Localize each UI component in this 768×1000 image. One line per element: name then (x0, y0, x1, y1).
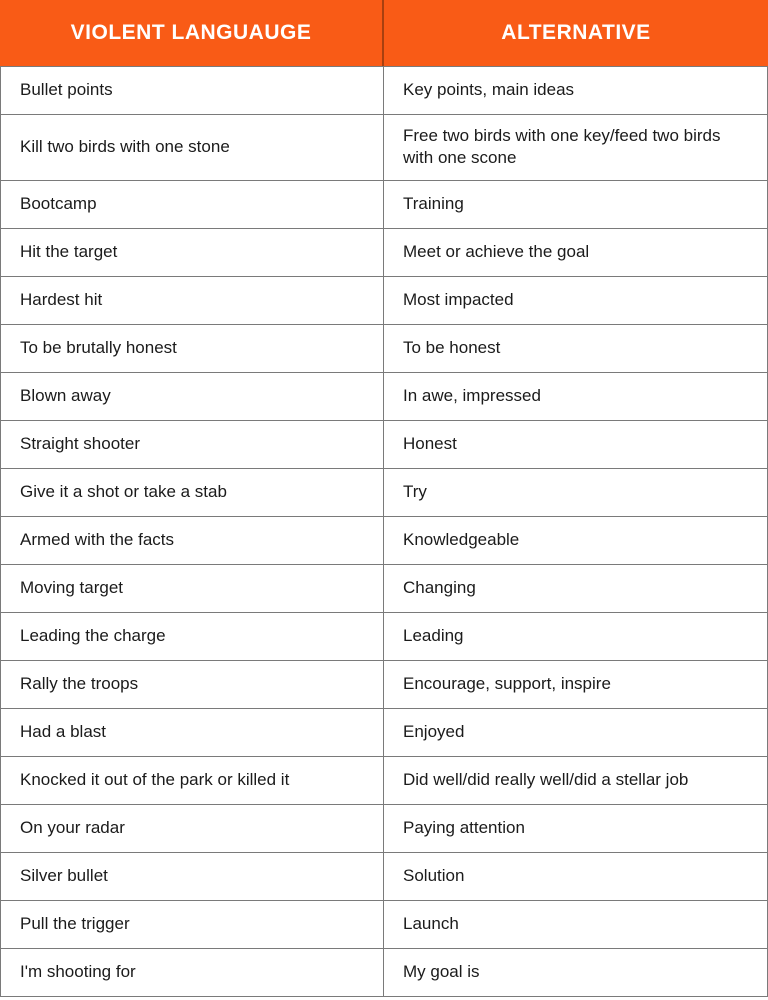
alternative-phrase-text: Honest (403, 434, 457, 454)
violent-phrase-cell (1, 277, 384, 324)
alternative-phrase-cell (384, 613, 767, 660)
alternative-phrase-cell (384, 469, 767, 516)
violent-phrase-cell (1, 805, 384, 852)
table-row (1, 469, 767, 517)
column-header-violent-language: VIOLENT LANGUAUGE (0, 0, 384, 66)
alternative-phrase-text: Launch (403, 914, 459, 934)
alternative-phrase-text: Encourage, support, inspire (403, 674, 611, 694)
violent-phrase-cell (1, 67, 384, 114)
alternative-phrase-cell (384, 277, 767, 324)
table-row (1, 949, 767, 997)
alternative-phrase-text: Try (403, 482, 427, 502)
violent-phrase-text: To be brutally honest (20, 338, 177, 358)
alternative-phrase-cell (384, 949, 767, 996)
alternative-phrase-text: Free two birds with one key/feed two birds with one scone (403, 126, 721, 168)
alternative-phrase-cell (384, 853, 767, 900)
table-row (1, 325, 767, 373)
violent-phrase-text: Give it a shot or take a stab (20, 482, 227, 502)
table-row (1, 67, 767, 115)
alternative-phrase-text: Changing (403, 578, 476, 598)
violent-phrase-cell (1, 517, 384, 564)
alternative-phrase-text: Training (403, 194, 464, 214)
violent-phrase-cell (1, 115, 384, 180)
alternative-phrase-cell (384, 115, 767, 180)
table-row (1, 277, 767, 325)
alternative-phrase-cell (384, 565, 767, 612)
alternative-phrase-cell (384, 709, 767, 756)
violent-phrase-text: Armed with the facts (20, 530, 175, 550)
alternative-phrase-text: To be honest (403, 338, 501, 358)
violent-phrase-text: Kill two birds with one stone (20, 137, 230, 157)
table-row (1, 661, 767, 709)
violent-phrase-cell (1, 421, 384, 468)
table-row (1, 115, 767, 181)
alternative-phrase-text: In awe, impressed (403, 386, 541, 406)
violent-phrase-cell (1, 229, 384, 276)
column-header-alternative: ALTERNATIVE (501, 21, 651, 44)
alternative-phrase-cell (384, 229, 767, 276)
violent-phrase-text: Moving target (20, 578, 123, 598)
violent-phrase-cell (1, 613, 384, 660)
table-row (1, 565, 767, 613)
table-body (0, 67, 768, 997)
violent-phrase-text: Bootcamp (20, 194, 97, 214)
violent-phrase-cell (1, 565, 384, 612)
table-row (1, 757, 767, 805)
table-row (1, 805, 767, 853)
alternative-phrase-cell (384, 373, 767, 420)
violent-phrase-text: Straight shooter (20, 434, 141, 454)
table-row (1, 373, 767, 421)
alternative-phrase-text: My goal is (403, 962, 480, 982)
violent-phrase-cell (1, 661, 384, 708)
alternative-phrase-text: Key points, main ideas (403, 80, 575, 100)
alternative-phrase-cell (384, 757, 767, 804)
alternative-phrase-text: Most impacted (403, 290, 514, 310)
alternative-phrase-cell (384, 421, 767, 468)
alternative-phrase-text: Paying attention (403, 818, 525, 838)
violent-phrase-text: Leading the charge (20, 626, 166, 646)
table-header-row (0, 0, 768, 67)
alternative-phrase-cell (384, 901, 767, 948)
table-row (1, 853, 767, 901)
table-row (1, 421, 767, 469)
violent-phrase-cell (1, 949, 384, 996)
alternative-phrase-text: Did well/did really well/did a stellar job (403, 770, 689, 790)
violent-phrase-text: Hit the target (20, 242, 118, 262)
violent-phrase-text: Blown away (20, 386, 111, 406)
table-row (1, 613, 767, 661)
table-row (1, 901, 767, 949)
violent-phrase-text: Bullet points (20, 80, 113, 100)
alternative-phrase-cell (384, 67, 767, 114)
violent-phrase-cell (1, 469, 384, 516)
alternative-phrase-text: Enjoyed (403, 722, 465, 742)
violent-phrase-cell (1, 181, 384, 228)
table-row (1, 229, 767, 277)
violent-phrase-cell (1, 853, 384, 900)
violent-phrase-cell (1, 901, 384, 948)
alternative-phrase-text: Leading (403, 626, 464, 646)
alternative-phrase-text: Solution (403, 866, 465, 886)
violent-phrase-cell (1, 709, 384, 756)
alternative-phrase-text: Meet or achieve the goal (403, 242, 590, 262)
violent-phrase-text: Silver bullet (20, 866, 108, 886)
alternative-phrase-cell (384, 805, 767, 852)
alternative-phrase-cell (384, 325, 767, 372)
table-row (1, 709, 767, 757)
table-row (1, 517, 767, 565)
violent-phrase-cell (1, 757, 384, 804)
table-row (1, 181, 767, 229)
violent-phrase-text: Had a blast (20, 722, 106, 742)
alternative-phrase-cell (384, 517, 767, 564)
violent-phrase-cell (1, 373, 384, 420)
violent-phrase-text: Pull the trigger (20, 914, 130, 934)
violent-phrase-text: Rally the troops (20, 674, 139, 694)
violent-phrase-text: On your radar (20, 818, 125, 838)
violent-phrase-text: I'm shooting for (20, 962, 136, 982)
violent-phrase-text: Hardest hit (20, 290, 103, 310)
alternative-phrase-cell (384, 661, 767, 708)
violent-phrase-text: Knocked it out of the park or killed it (20, 770, 290, 790)
alternative-phrase-text: Knowledgeable (403, 530, 520, 550)
alternative-phrase-cell (384, 181, 767, 228)
violent-phrase-cell (1, 325, 384, 372)
